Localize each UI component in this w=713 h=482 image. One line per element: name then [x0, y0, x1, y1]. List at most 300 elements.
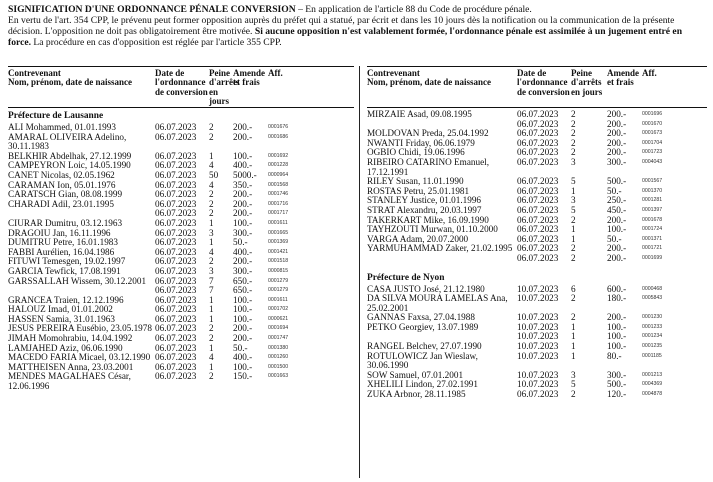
contrevenant-name: CIURAR Dumitru, 03.12.1963 [8, 218, 123, 228]
cell-date [517, 158, 571, 177]
cell-peine [571, 225, 607, 235]
peine-value: 2 [571, 390, 576, 400]
cell-date [155, 238, 209, 248]
table-row [8, 344, 354, 354]
cell-amende [233, 363, 268, 373]
contrevenant-name: NWANTI Friday, 06.06.1979 [367, 138, 475, 148]
cell-amende [607, 285, 642, 295]
table-row [367, 313, 707, 323]
date-value: 10.07.2023 [517, 370, 559, 380]
amende-value: 200.- [233, 132, 253, 142]
amende-value: 200.- [233, 123, 253, 132]
cell-date [517, 244, 571, 263]
contrevenant-name: ALI Mohammed, 01.01.1993 [8, 123, 116, 132]
peine-value: 1 [209, 305, 214, 315]
cell-peine [209, 353, 233, 363]
peine-value: 3 [209, 228, 214, 238]
peine-value: 3 [571, 157, 576, 167]
cell-peine [571, 148, 607, 158]
contrevenant-name: AMARAL OLIVEIRA Adelino, 30.11.1983 [8, 132, 127, 152]
amende-value: 300.- [233, 228, 253, 238]
table-row [8, 315, 354, 325]
cell-aff [268, 133, 310, 152]
date-value: 06.07.2023 [517, 244, 559, 254]
amende-value: 300.- [607, 157, 627, 167]
cell-aff [642, 206, 676, 216]
aff-value: 0001704 [642, 139, 663, 146]
date-value: 06.07.2023 [155, 314, 197, 324]
peine-value: 1 [209, 238, 214, 248]
contrevenant-name: GRANCEA Traien, 12.12.1996 [8, 295, 124, 305]
cell-date [517, 235, 571, 245]
cell-amende [233, 190, 268, 200]
rows-nyon [367, 285, 707, 400]
amende-value: 200.- [233, 324, 253, 334]
table-row [8, 181, 354, 191]
peine-value: 1 [571, 331, 576, 342]
cell-amende [607, 323, 642, 342]
cell-peine [209, 229, 233, 239]
cell-peine [209, 200, 233, 219]
contrevenant-name: GARSSALLAH Wissem, 30.12.2001 [8, 276, 147, 286]
aff-value: 0001611 [268, 296, 288, 303]
cell-amende [607, 148, 642, 158]
table-row [367, 342, 707, 352]
header-rule [367, 107, 707, 108]
amende-value: 650.- [233, 276, 253, 286]
cell-amende [607, 371, 642, 381]
notice-paragraph [8, 15, 706, 48]
cell-peine [571, 139, 607, 149]
cell-amende [607, 196, 642, 206]
amende-value: 50.- [607, 234, 622, 244]
table-row [367, 380, 707, 390]
cell-aff [268, 181, 310, 191]
cell-date [155, 277, 209, 296]
aff-value: 0004043 [642, 158, 663, 165]
amende-value: 100.- [233, 151, 253, 161]
amende-value: 200.- [233, 190, 253, 200]
cell-peine [209, 171, 233, 181]
column-headers [8, 69, 354, 107]
cell-aff [642, 110, 676, 129]
contrevenant-name: RANGEL Belchev, 27.07.1990 [367, 342, 482, 352]
amende-value: 200.- [607, 313, 627, 323]
date-value: 06.07.2023 [155, 372, 197, 382]
cell-aff [642, 342, 676, 352]
date-value: 06.07.2023 [155, 228, 197, 238]
peine-value: 2 [571, 244, 576, 254]
peine-value: 1 [571, 342, 576, 352]
contrevenant-name: XHELILI Lindon, 27.02.1991 [367, 380, 478, 390]
cell-peine [209, 267, 233, 277]
aff-value: 0004369 [642, 381, 663, 388]
cell-date [155, 305, 209, 315]
aff-value: 0001663 [268, 373, 289, 380]
date-value: 06.07.2023 [155, 247, 197, 257]
peine-value: 2 [209, 132, 214, 142]
contrevenant-name: CARAMAN Ion, 05.01.1976 [8, 180, 116, 190]
table-row [8, 296, 354, 306]
amende-value: 200.- [233, 334, 253, 344]
cell-aff [642, 294, 676, 313]
cell-date [517, 187, 571, 197]
cell-peine [209, 334, 233, 344]
cell-amende [233, 353, 268, 363]
contrevenant-name: OGBIO Chidi, 19.06.1996 [367, 148, 465, 158]
contrevenant-name: STANLEY Justice, 01.01.1996 [367, 196, 482, 206]
table-row [8, 200, 354, 219]
cell-date [155, 353, 209, 363]
cell-aff [268, 372, 310, 391]
cell-amende [233, 133, 268, 152]
table-row [8, 161, 354, 171]
peine-value: 2 [209, 372, 214, 382]
notice-title-line [8, 4, 706, 15]
table-row [367, 206, 707, 216]
peine-value: 1 [209, 362, 214, 372]
cell-date [517, 294, 571, 313]
rows-lausanne [8, 123, 354, 392]
contrevenant-name: BELKHIR Abdelhak, 27.12.1999 [8, 151, 132, 161]
cell-date [517, 225, 571, 235]
peine-value: 2 [571, 118, 576, 129]
aff-value: 0001421 [268, 248, 289, 255]
aff-value: 0001611 [268, 219, 288, 226]
peine-value: 4 [209, 247, 214, 257]
cell-date [155, 190, 209, 200]
amende-value: 200.- [607, 118, 627, 129]
cell-date [155, 296, 209, 306]
notice-text: En vertu de l'art. 354 CPP, le prévenu peut former opposition auprès du préfet qui a statué, par écrit et dans les 10 jours dès la notification ou la communication de la présente décision. L'opposition ne doit pas obligatoirement être motivée. [8, 15, 675, 37]
peine-value: 2 [571, 138, 576, 148]
contrevenant-name: MACEDO FARIA Micael, 03.12.1990 [8, 353, 151, 363]
contrevenant-name: TAYHZOUTI Murwan, 01.10.2000 [367, 225, 498, 235]
notice-header [8, 4, 706, 48]
amende-value: 100.- [233, 305, 253, 315]
cell-date [517, 390, 571, 400]
date-value: 06.07.2023 [517, 177, 559, 187]
peine-value: 5 [571, 205, 576, 215]
aff-value: 0001747 [268, 335, 289, 342]
aff-value: 0001230 [642, 314, 663, 321]
cell-date [517, 323, 571, 342]
table-row [367, 216, 707, 226]
peine-value: 1 [209, 314, 214, 324]
amende-value: 200.- [233, 208, 253, 219]
aff-value: 0004878 [642, 391, 663, 398]
cell-peine [209, 181, 233, 191]
date-value: 06.07.2023 [517, 129, 559, 139]
cell-amende [233, 344, 268, 354]
date-value: 06.07.2023 [155, 151, 197, 161]
contrevenant-name: CHARADI Adil, 23.01.1995 [8, 199, 114, 209]
amende-value: 600.- [607, 284, 627, 294]
date-value: 06.07.2023 [155, 180, 197, 190]
table-row [8, 248, 354, 258]
cell-aff [268, 353, 310, 363]
peine-value: 2 [209, 190, 214, 200]
aff-value: 0001260 [268, 354, 289, 361]
cell-aff [268, 315, 310, 325]
contrevenant-name: CANET Nicolas, 02.05.1962 [8, 170, 115, 180]
cell-aff [268, 344, 310, 354]
cell-aff [642, 352, 676, 371]
cell-aff [268, 267, 310, 277]
peine-value: 2 [571, 215, 576, 225]
cell-peine [209, 152, 233, 162]
cell-peine [209, 161, 233, 171]
cell-amende [233, 219, 268, 229]
amende-value: 50.- [607, 186, 622, 196]
cell-aff [642, 148, 676, 158]
cell-aff [642, 139, 676, 149]
cell-amende [607, 129, 642, 139]
aff-value: 0001369 [268, 239, 289, 246]
cell-date [517, 313, 571, 323]
cell-peine [209, 133, 233, 152]
contrevenant-name: YARMUHAMMAD Zaker, 21.02.1995 [367, 244, 513, 254]
aff-value: 0001721 [642, 245, 663, 252]
amende-value: 400.- [233, 353, 253, 363]
cell-peine [209, 344, 233, 354]
cell-amende [233, 171, 268, 181]
table-row [367, 244, 707, 263]
date-value: 06.07.2023 [517, 205, 559, 215]
date-value: 06.07.2023 [155, 123, 197, 132]
cell-peine [209, 315, 233, 325]
table-row [367, 323, 707, 342]
peine-value: 2 [571, 252, 576, 263]
header-amende: Amende et frais [607, 68, 639, 88]
table-row [8, 133, 354, 152]
amende-value: 120.- [607, 390, 627, 400]
cell-date [155, 171, 209, 181]
date-value: 06.07.2023 [155, 362, 197, 372]
date-value: 06.07.2023 [155, 132, 197, 142]
amende-value: 100.- [233, 218, 253, 228]
cell-date [155, 344, 209, 354]
table-row [8, 324, 354, 334]
table-row [8, 238, 354, 248]
cell-amende [607, 352, 642, 371]
cell-amende [607, 390, 642, 400]
table-row [8, 257, 354, 267]
cell-peine [571, 371, 607, 381]
cell-aff [268, 190, 310, 200]
header-date: Date de l'ordonnance de conversion [155, 68, 208, 97]
peine-value: 1 [571, 225, 576, 235]
contrevenant-name: GANNAS Faxsa, 27.04.1988 [367, 313, 475, 323]
notice-text-bold: Si aucune opposition n'est valablement formée, l'ordonnance pénale est assimilée à un jugement entré en force. [8, 26, 683, 48]
cell-amende [607, 216, 642, 226]
amende-value: 50.- [233, 343, 248, 353]
aff-value: 0001397 [642, 206, 663, 213]
cell-amende [233, 257, 268, 267]
amende-value: 500.- [607, 177, 627, 187]
peine-value: 2 [209, 208, 214, 219]
amende-value: 200.- [607, 252, 627, 263]
cell-date [517, 342, 571, 352]
contrevenant-name: LAMJAHED Aziz, 06.06.1990 [8, 343, 123, 353]
aff-value: 0001518 [268, 258, 289, 265]
cell-peine [209, 248, 233, 258]
amende-value: 400.- [233, 161, 253, 171]
table-row [367, 187, 707, 197]
amende-value: 450.- [607, 205, 627, 215]
rows-lausanne-continued [367, 110, 707, 264]
cell-aff [268, 238, 310, 248]
cell-amende [607, 313, 642, 323]
contrevenant-name: RIBEIRO CATARINO Emanuel, 17.12.1991 [367, 157, 490, 177]
cell-peine [209, 219, 233, 229]
contrevenant-name: ZUKA Arbnor, 28.11.1985 [367, 390, 466, 400]
cell-date [155, 334, 209, 344]
column-headers [367, 69, 707, 107]
aff-value: 0001279 [268, 277, 289, 284]
cell-aff [642, 380, 676, 390]
cell-amende [607, 158, 642, 177]
peine-value: 7 [209, 285, 214, 296]
table-row [367, 225, 707, 235]
peine-value: 3 [571, 370, 576, 380]
date-value: 10.07.2023 [517, 342, 559, 352]
notice-title: SIGNIFICATION D'UNE ORDONNANCE PÉNALE CONVERSION [8, 4, 296, 15]
right-column [367, 66, 707, 400]
date-value: 06.07.2023 [517, 196, 559, 206]
cell-aff [642, 235, 676, 245]
cell-date [155, 229, 209, 239]
cell-date [155, 123, 209, 133]
date-value: 06.07.2023 [155, 161, 197, 171]
date-value: 10.07.2023 [517, 322, 559, 332]
peine-value: 4 [209, 180, 214, 190]
peine-value: 1 [571, 351, 576, 361]
date-value: 06.07.2023 [155, 170, 197, 180]
contrevenant-name: PETKO Georgiev, 13.07.1989 [367, 322, 479, 332]
aff-value: 0001233 [642, 323, 663, 330]
cell-aff [268, 171, 310, 181]
amende-value: 300.- [607, 370, 627, 380]
cell-date [155, 248, 209, 258]
header-peine: Peine d'arrêts en jours [209, 68, 240, 107]
peine-value: 7 [209, 276, 214, 286]
aff-value: 0001235 [642, 343, 663, 350]
cell-peine [209, 257, 233, 267]
aff-value: 0001371 [642, 235, 663, 242]
cell-date [517, 371, 571, 381]
cell-amende [233, 238, 268, 248]
cell-peine [571, 187, 607, 197]
cell-peine [571, 216, 607, 226]
column-divider [359, 66, 360, 478]
cell-aff [268, 152, 310, 162]
aff-value: 0001665 [268, 229, 289, 236]
aff-value: 0000468 [642, 285, 663, 292]
header-name: Contrevenant Nom, prénom, date de naissance [367, 68, 491, 88]
amende-value: 150.- [233, 372, 253, 382]
contrevenant-name: CAMPEYRON Loic, 14.05.1990 [8, 161, 131, 171]
contrevenant-name: FABBI Aurélien, 16.04.1986 [8, 247, 115, 257]
cell-date [517, 110, 571, 129]
aff-value: 0000815 [268, 267, 289, 274]
cell-aff [268, 363, 310, 373]
amende-value: 100.- [607, 342, 627, 352]
peine-value: 1 [209, 218, 214, 228]
amende-value: 200.- [233, 199, 253, 209]
cell-aff [642, 129, 676, 139]
contrevenant-name: FITUWI Temesgen, 19.02.1997 [8, 257, 126, 267]
table-row [8, 305, 354, 315]
date-value: 06.07.2023 [517, 118, 559, 129]
table-row [8, 171, 354, 181]
peine-value: 2 [571, 129, 576, 139]
cell-date [155, 372, 209, 391]
cell-amende [233, 372, 268, 391]
aff-value: 0001370 [642, 187, 663, 194]
table-row [367, 352, 707, 371]
peine-value: 5 [571, 177, 576, 187]
table-row [367, 196, 707, 206]
cell-aff [268, 123, 310, 133]
contrevenant-name: VARGA Adam, 20.07.2000 [367, 234, 469, 244]
cell-date [155, 267, 209, 277]
contrevenant-name: SOW Samuel, 07.01.2001 [367, 370, 464, 380]
top-rule [8, 66, 354, 67]
amende-value: 200.- [233, 257, 253, 267]
aff-value: 0005843 [642, 295, 663, 302]
amende-value: 350.- [233, 180, 253, 190]
peine-value: 2 [571, 294, 576, 304]
peine-value: 2 [571, 148, 576, 158]
contrevenant-name: DUMITRU Petre, 16.01.1983 [8, 238, 118, 248]
date-value: 06.07.2023 [517, 390, 559, 400]
cell-amende [607, 225, 642, 235]
cell-peine [571, 177, 607, 187]
cell-amende [607, 244, 642, 263]
peine-value: 2 [571, 313, 576, 323]
date-value: 06.07.2023 [155, 353, 197, 363]
contrevenant-name: HASSEN Samia, 31.01.1963 [8, 314, 115, 324]
cell-date [155, 161, 209, 171]
table-row [367, 390, 707, 400]
contrevenant-name: ROTULOWICZ Jan Wieslaw, 30.06.1990 [367, 351, 478, 371]
aff-value: 0001678 [642, 216, 663, 223]
contrevenant-name: JESUS PEREIRA Eusébio, 23.05.1978 [8, 324, 152, 334]
peine-value: 2 [209, 324, 214, 334]
cell-amende [233, 267, 268, 277]
aff-value: 0001676 [268, 124, 289, 130]
cell-date [517, 380, 571, 390]
cell-amende [607, 177, 642, 187]
contrevenant-name: STRAT Alexandru, 20.03.1997 [367, 205, 482, 215]
aff-value: 0001694 [268, 325, 289, 332]
aff-value: 0000964 [268, 171, 289, 178]
cell-amende [607, 110, 642, 129]
amende-value: 100.- [607, 331, 627, 342]
aff-value: 0001673 [642, 130, 663, 137]
cell-aff [642, 177, 676, 187]
date-value: 06.07.2023 [155, 238, 197, 248]
contrevenant-name: GARCIA Tewfick, 17.08.1991 [8, 266, 121, 276]
cell-peine [571, 294, 607, 313]
table-row [367, 129, 707, 139]
cell-peine [209, 277, 233, 296]
amende-value: 650.- [233, 285, 253, 296]
aff-value: 0001213 [642, 371, 663, 378]
cell-amende [233, 152, 268, 162]
cell-amende [233, 315, 268, 325]
